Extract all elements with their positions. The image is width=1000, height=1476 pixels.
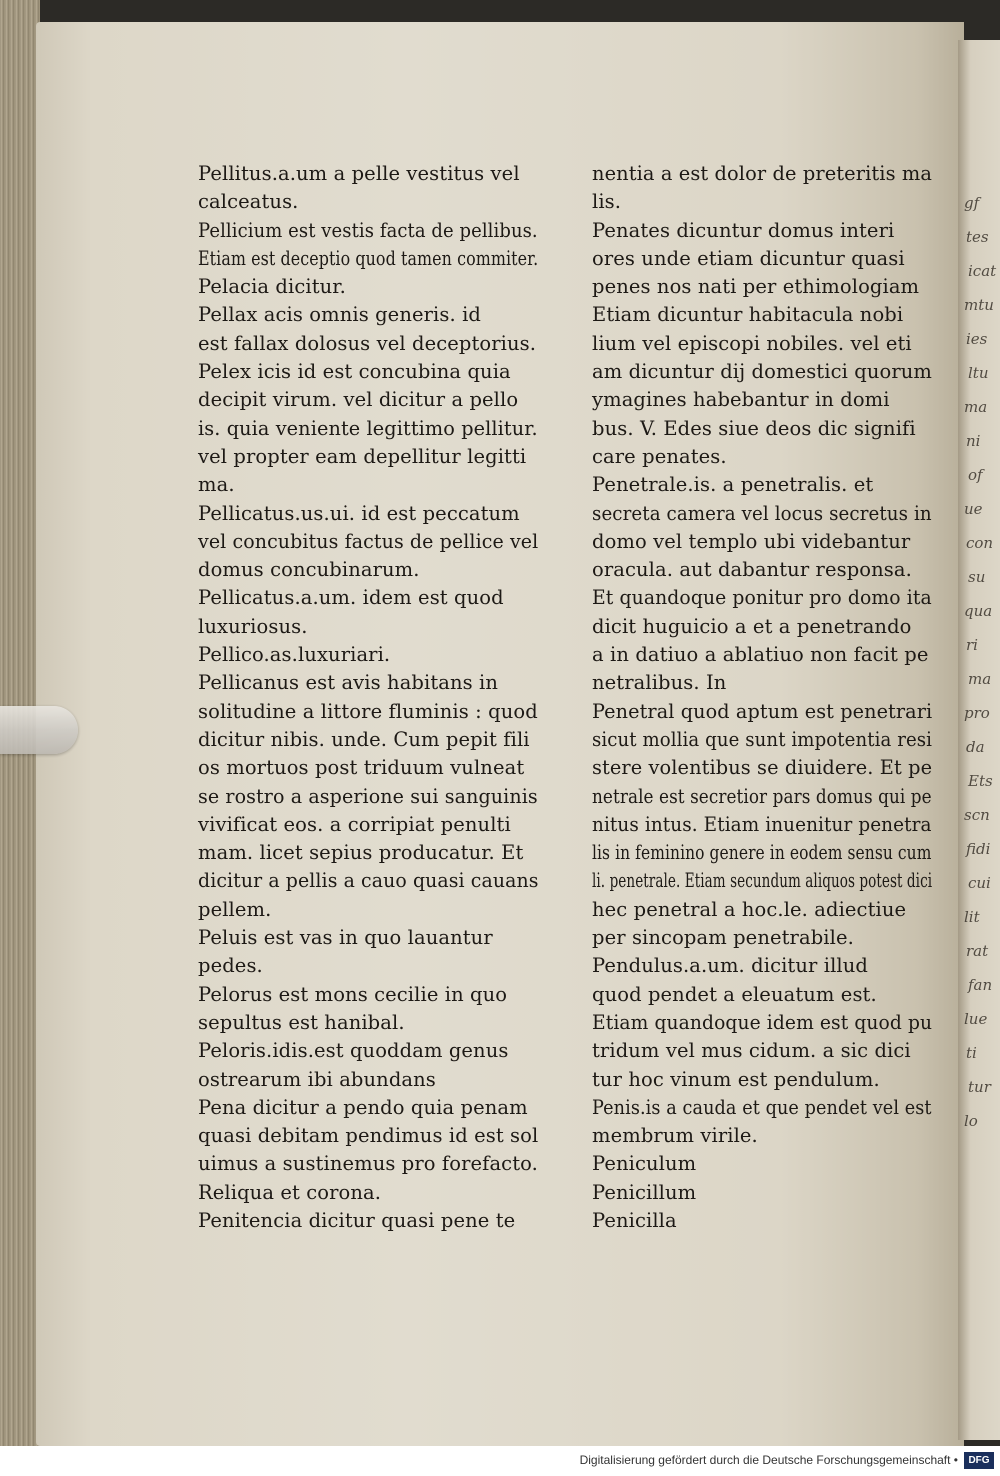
dfg-logo: DFG: [964, 1452, 994, 1469]
next-page-fragment: of: [968, 466, 983, 484]
text-line: Pellax acis omnis generis. id: [198, 303, 482, 327]
next-page-fragment: lo: [964, 1112, 978, 1130]
text-line: vivificat eos. a corripiat penulti: [198, 812, 511, 836]
next-page-fragment: fan: [968, 976, 993, 994]
text-line: ores unde etiam dicuntur quasi: [592, 246, 905, 270]
text-line: lium vel episcopi nobiles. vel eti: [592, 331, 912, 355]
next-page-fragment: mtu: [964, 296, 994, 314]
next-page-fragment: icat: [968, 262, 997, 280]
text-line: penes nos nati per ethimologiam: [592, 275, 920, 299]
next-page-fragment: ma: [968, 670, 992, 688]
text-line: ymagines habebantur in domi: [592, 388, 890, 412]
text-line: vel propter eam depellitur legitti: [198, 444, 527, 468]
text-line: lis in feminino genere in eodem sensu cum: [592, 841, 932, 865]
text-line: Etiam est deceptio quod tamen commiter.: [198, 246, 539, 270]
next-page-fragment: scn: [964, 806, 990, 824]
text-line: Penicillum: [592, 1180, 697, 1204]
text-line: dicitur a pellis a cauo quasi cauans: [198, 869, 539, 893]
text-line: uimus a sustinemus pro forefacto.: [198, 1152, 538, 1176]
next-page-fragment: Ets: [968, 772, 993, 790]
text-line: care penates.: [592, 444, 727, 468]
next-page-fragment: tes: [966, 228, 989, 246]
text-line: stere volentibus se diuidere. Et pe: [592, 756, 933, 780]
text-line: pedes.: [198, 954, 263, 978]
text-line: tridum vel mus cidum. a sic dici: [592, 1039, 911, 1063]
text-line: membrum virile.: [592, 1124, 758, 1148]
text-line: ma.: [198, 473, 235, 497]
text-line: li. penetrale. Etiam secundum aliquos potest dici: [592, 869, 933, 893]
text-line: Pellico.as.luxuriari.: [198, 643, 391, 667]
text-line: quasi debitam pendimus id est sol: [198, 1124, 539, 1148]
text-line: Pendulus.a.um. dicitur illud: [592, 954, 868, 978]
next-page-fragment: rat: [966, 942, 989, 960]
next-page-fragment: con: [966, 534, 994, 552]
text-line: Pena dicitur a pendo quia penam: [198, 1095, 528, 1119]
text-line: ostrearum ibi abundans: [198, 1067, 436, 1091]
next-page-fragment: lit: [964, 908, 980, 926]
text-line: a in datiuo a ablatiuo non facit pe: [592, 643, 929, 667]
text-line: netrale est secretior pars domus qui pe: [592, 784, 932, 808]
text-line: quod pendet a eleuatum est.: [592, 982, 877, 1006]
text-line: vel concubitus factus de pellice vel: [198, 529, 539, 553]
text-line: hec penetral a hoc.le. adiectiue: [592, 897, 907, 921]
left-column: [198, 160, 538, 1235]
text-line: bus. V. Edes siue deos dic signifi: [592, 416, 916, 440]
text-line: Pellicatus.a.um. idem est quod: [198, 586, 504, 610]
next-page-fragment: ue: [964, 500, 983, 518]
text-line: Et quandoque ponitur pro domo ita: [592, 586, 932, 610]
bookmark-ribbon: [0, 706, 78, 754]
text-line: se rostro a asperione sui sanguinis: [198, 784, 538, 808]
text-line: est fallax dolosus vel deceptorius.: [198, 331, 537, 355]
next-page-fragment: ltu: [968, 364, 989, 382]
text-line: decipit virum. vel dicitur a pello: [198, 388, 519, 412]
text-line: Pellicium est vestis facta de pellibus.: [198, 218, 538, 242]
text-line: dicitur nibis. unde. Cum pepit fili: [198, 727, 530, 751]
text-line: nitus intus. Etiam inuenitur penetra: [592, 812, 932, 836]
footer: [0, 1446, 1000, 1476]
text-line: Penates dicuntur domus interi: [592, 218, 895, 242]
text-line: Etiam quandoque idem est quod pu: [592, 1010, 933, 1034]
text-line: Pelex icis id est concubina quia: [198, 360, 511, 384]
next-page-fragment: ies: [966, 330, 988, 348]
next-page-fragment: cui: [968, 874, 991, 892]
next-page-fragment: pro: [964, 704, 990, 722]
text-line: domus concubinarum.: [198, 558, 420, 582]
footer-credit: Digitalisierung gefördert durch die Deutsche Forschungsgemeinschaft •: [579, 1453, 958, 1467]
text-line: Peloris.idis.est quoddam genus: [198, 1039, 509, 1063]
text-line: per sincopam penetrabile.: [592, 926, 854, 950]
text-line: am dicuntur dij domestici quorum: [592, 360, 932, 384]
next-page-fragment: lue: [964, 1010, 988, 1028]
text-line: Pellitus.a.um a pelle vestitus vel: [198, 162, 520, 185]
text-line: solitudine a littore fluminis : quod: [198, 699, 538, 723]
text-line: Reliqua et corona.: [198, 1180, 382, 1204]
text-line: is. quia veniente legittimo pellitur.: [198, 416, 538, 440]
text-line: dicit huguicio a et a penetrando: [592, 614, 912, 638]
next-page-fragment: tur: [968, 1078, 991, 1096]
text-line: secreta camera vel locus secretus in: [592, 501, 932, 525]
text-line: domo vel templo ubi videbantur: [592, 529, 911, 553]
text-line: Pelorus est mons cecilie in quo: [198, 982, 508, 1006]
text-line: Penitencia dicitur quasi pene te: [198, 1208, 516, 1232]
text-line: Pellicanus est avis habitans in: [198, 671, 499, 695]
text-line: mam. licet sepius producatur. Et: [198, 841, 524, 865]
text-line: nentia a est dolor de preteritis ma: [592, 162, 933, 185]
next-page-fragment: fidi: [966, 840, 991, 858]
text-line: pellem.: [198, 897, 272, 921]
next-page-fragment: ti: [966, 1044, 977, 1062]
next-page-fragment: qua: [964, 602, 993, 620]
text-line: Penetrale.is. a penetralis. et: [592, 473, 874, 497]
right-column: [592, 160, 932, 1235]
text-line: oracula. aut dabantur responsa.: [592, 558, 912, 582]
text-line: netralibus. In: [592, 671, 727, 695]
text-line: Pelacia dicitur.: [198, 275, 346, 299]
text-line: Pellicatus.us.ui. id est peccatum: [198, 501, 520, 525]
text-line: luxuriosus.: [198, 614, 308, 638]
text-line: calceatus.: [198, 190, 299, 214]
next-page-fragment: ni: [966, 432, 981, 450]
text-line: lis.: [592, 190, 622, 214]
text-line: Peniculum: [592, 1152, 697, 1176]
text-line: os mortuos post triduum vulneat: [198, 756, 525, 780]
text-line: Peluis est vas in quo lauantur: [198, 926, 493, 950]
next-page-fragment: su: [968, 568, 986, 586]
text-line: sicut mollia que sunt impotentia resi: [592, 727, 933, 751]
next-page-fragment: ri: [966, 636, 978, 654]
next-page-fragment: gf: [964, 194, 980, 212]
text-line: Etiam dicuntur habitacula nobi: [592, 303, 904, 327]
text-line: Penicilla: [592, 1208, 677, 1232]
text-line: Penis.is a cauda et que pendet vel est: [592, 1095, 932, 1119]
next-page-fragment: ma: [964, 398, 988, 416]
next-page-fragment: da: [966, 738, 985, 756]
text-line: sepultus est hanibal.: [198, 1010, 405, 1034]
next-page-edge: [958, 40, 1000, 1440]
text-line: tur hoc vinum est pendulum.: [592, 1067, 880, 1091]
text-line: Penetral quod aptum est penetrari: [592, 699, 933, 723]
